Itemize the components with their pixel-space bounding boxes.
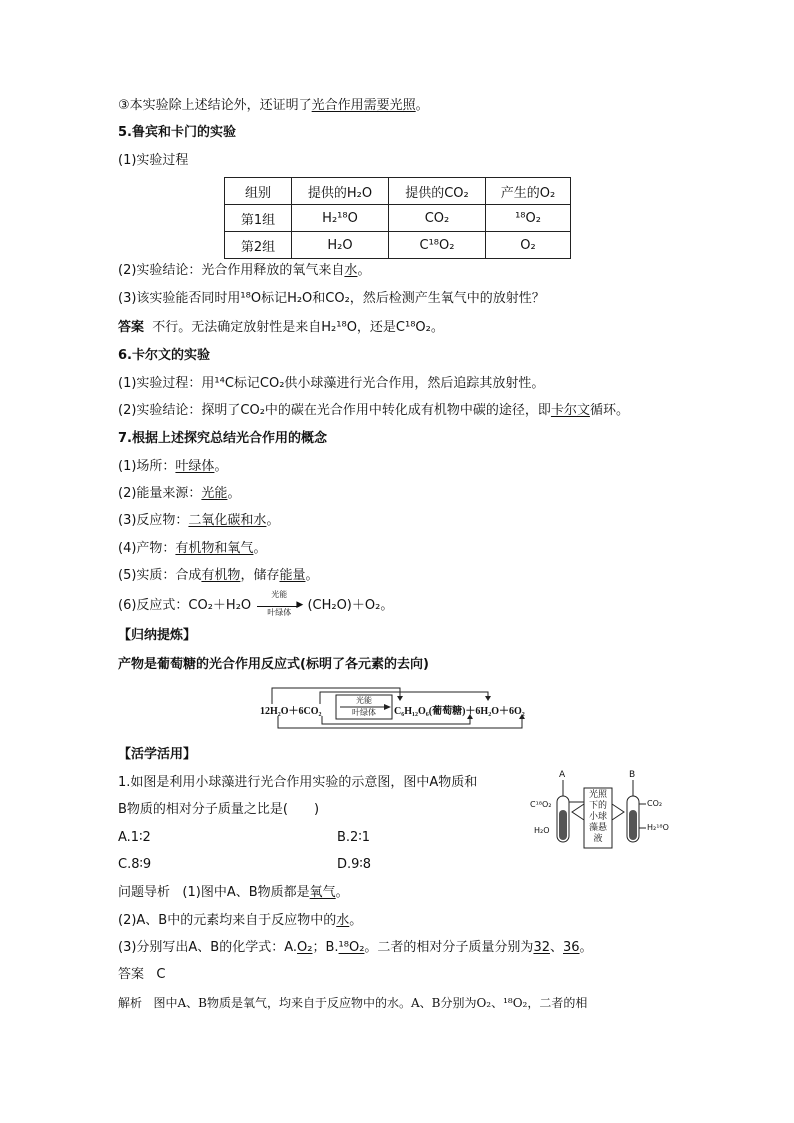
section-5-answer: 答案 不行。无法确定放射性是来自H₂¹⁸O，还是C¹⁸O₂。 [118,320,444,335]
option-b: B.2∶1 [337,830,370,845]
table-header: 提供的CO₂ [389,178,486,205]
guide-2: (2)A、B中的元素均来自于反应物中的水。 [118,913,363,928]
concept-energy: (2)能量来源：光能。 [118,486,241,501]
reaction-arrow: 光能 ▶ 叶绿体 [255,597,303,615]
label-left-top: C¹⁸O₂ [530,800,552,809]
table-cell: H₂O [292,232,389,259]
conclusion-3: ③本实验除上述结论外，还证明了光合作用需要光照。 [118,98,429,113]
question-1-line-1: 1.如图是利用小球藻进行光合作用实验的示意图，图中A物质和 [118,775,478,790]
center-label: 光照 下的 小球 藻悬 液 [588,790,607,844]
experiment-figure [528,770,678,852]
table-cell: O₂ [486,232,571,259]
section-6-step-1: (1)实验过程：用¹⁴C标记CO₂供小球藻进行光合作用，然后追踪其放射性。 [118,376,545,391]
section-7-heading: 7.根据上述探究总结光合作用的概念 [118,431,327,446]
equation-condition-top: 光能 [356,696,372,705]
equation-left: 12H₂O＋6CO₂ [260,706,322,717]
guide-label: 问题导析 [118,885,171,900]
table-header: 产生的O₂ [486,178,571,205]
table-cell: CO₂ [389,205,486,232]
concept-location: (1)场所：叶绿体。 [118,459,228,474]
table-header: 提供的H₂O [292,178,389,205]
option-d: D.9∶8 [337,857,372,872]
answer-value: C [156,967,166,982]
table-cell: H₂¹⁸O [292,205,389,232]
table-cell: 第2组 [225,232,292,259]
section-5-heading: 5.鲁宾和卡门的实验 [118,125,236,140]
equation-right: C₆H₁₂O₆(葡萄糖)＋6H₂O＋6O₂ [394,706,525,717]
answer-label: 答案 [118,967,145,982]
label-b: B [629,770,636,780]
answer [118,966,166,984]
table-header: 组别 [225,178,292,205]
experiment-table [224,177,571,259]
section-5-question: (3)该实验能否同时用¹⁸O标记H₂O和CO₂，然后检测产生氧气中的放射性？ [118,291,545,306]
table-header-row [225,178,571,205]
guide-3: (3)分别写出A、B的化学式：A.O₂；B.¹⁸O₂。二者的相对分子质量分别为32、36。 [118,940,593,955]
section-6-conclusion: (2)实验结论：探明了CO₂中的碳在光合作用中转化成有机物中碳的途径，即卡尔文循环。 [118,403,629,418]
label-right-top: CO₂ [647,799,663,808]
option-c: C.8∶9 [118,857,152,872]
concept-essence: (5)实质：合成有机物，储存能量。 [118,568,319,583]
table-row [225,232,571,259]
section-5-step-1: (1)实验过程 [118,153,189,168]
concept-products: (4)产物：有机物和氧气。 [118,541,267,556]
explanation-label: 解析 [118,996,143,1010]
summary-text: 产物是葡萄糖的光合作用反应式(标明了各元素的去向) [118,657,429,672]
table-cell: C¹⁸O₂ [389,232,486,259]
label-a: A [559,770,566,780]
table-row [225,205,571,232]
answer-label: 答案 [118,320,145,335]
apply-title: 【活学活用】 [118,747,197,762]
label-left-bottom: H₂O [534,826,550,835]
summary-title: 【归纳提炼】 [118,628,197,643]
element-tracing-diagram [260,686,540,732]
concept-reactants: (3)反应物：二氧化碳和水。 [118,513,280,528]
explanation: 解析 图中A、B物质是氧气，均来自于反应物中的水。A、B分别为O₂、¹⁸O₂，二者的相 [118,996,588,1010]
option-a: A.1∶2 [118,830,151,845]
question-1-line-2: B物质的相对分子质量之比是( ) [118,802,320,817]
concept-equation: (6)反应式：CO₂＋H₂O 光能 ▶ 叶绿体 (CH₂O)＋O₂。 [118,590,394,617]
section-6-heading: 6.卡尔文的实验 [118,348,210,363]
guide-1: 问题导析 (1)图中A、B物质都是氧气。 [118,885,349,900]
equation-condition-bottom: 叶绿体 [352,708,376,717]
label-right-bottom: H₂¹⁸O [647,823,669,832]
table-cell: 第1组 [225,205,292,232]
table-cell: ¹⁸O₂ [486,205,571,232]
section-5-conclusion: (2)实验结论：光合作用释放的氧气来自水。 [118,263,371,278]
